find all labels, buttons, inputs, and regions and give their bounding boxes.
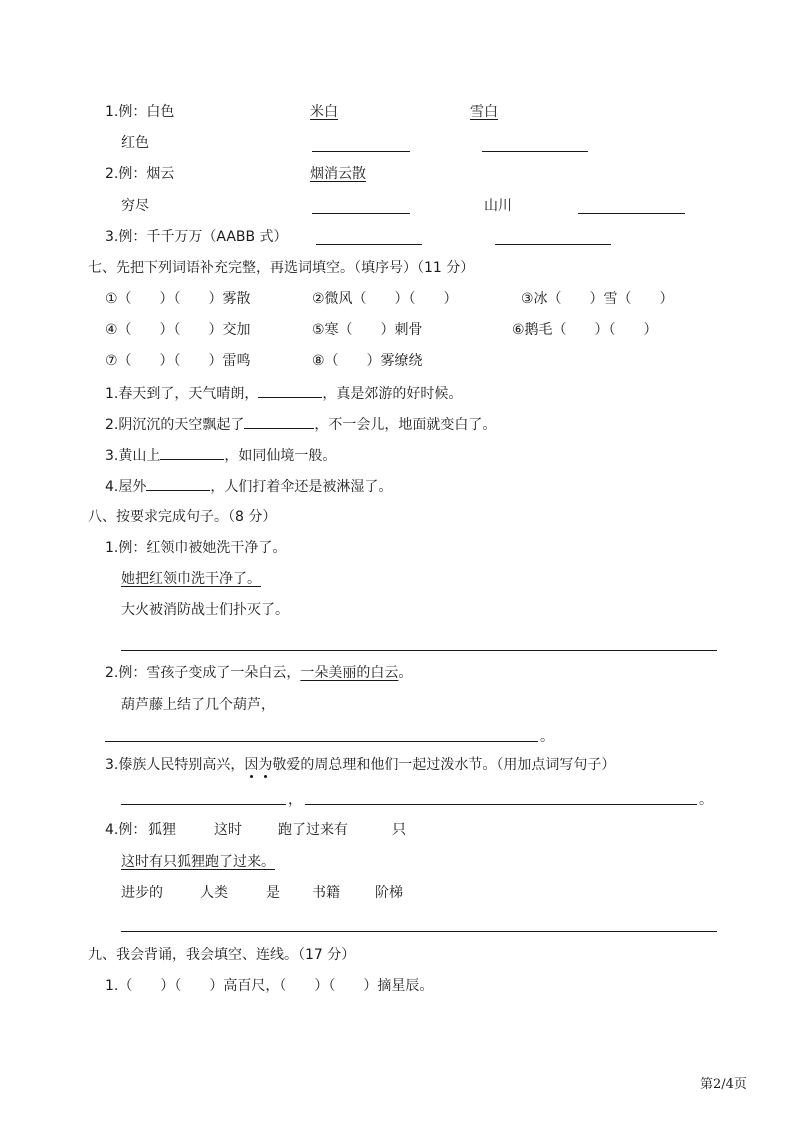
q6-2-blank-2[interactable] — [578, 213, 685, 214]
q8-4-task-word-4: 书籍 — [312, 885, 340, 901]
fill-sentence-3: 3.黄山上 ，如同仙境一般。 — [105, 445, 336, 465]
fill-blank-1[interactable] — [258, 383, 322, 398]
fill-blank-4[interactable] — [146, 476, 210, 491]
q8-1-task: 大火被消防战士们扑灭了。 — [121, 602, 289, 618]
q6-3-label: 3.例：千千万万（AABB 式） — [105, 229, 288, 245]
q8-4-word-3: 跑了过来有 — [278, 822, 348, 838]
q8-3-period: 。 — [699, 792, 713, 808]
idiom-5: ⑤寒（ ）刺骨 — [312, 322, 423, 338]
q8-3-prompt: 3.傣族人民特别高兴，因为敬爱的周总理和他们一起过泼水节。（用加点词写句子） — [105, 757, 616, 773]
q8-2-answer-line[interactable] — [105, 741, 538, 742]
q8-4-label: 4.例： — [105, 822, 147, 838]
fill-sentence-2: 2.阴沉沉的天空飘起了 ，不一会儿，地面就变白了。 — [105, 414, 496, 434]
q6-1-blank-2[interactable] — [482, 151, 588, 152]
q8-4-task-word-5: 阶梯 — [375, 885, 403, 901]
dotted-char-yin: 因 — [244, 757, 259, 773]
q8-4-task-word-2: 人类 — [200, 885, 228, 901]
q6-2-word-1: 穷尽 — [121, 198, 149, 214]
q8-3-comma: ， — [288, 792, 302, 808]
q6-3-blank-2[interactable] — [495, 244, 611, 245]
dotted-char-wei: 为 — [258, 757, 273, 773]
idiom-6: ⑥鹅毛（ ）（ ） — [512, 322, 658, 338]
idiom-4: ④（ ）（ ）交加 — [105, 322, 251, 338]
idiom-1: ①（ ）（ ）雾散 — [105, 291, 251, 307]
idiom-7: ⑦（ ）（ ）雷鸣 — [105, 353, 251, 369]
q8-2-example: 2.例：雪孩子变成了一朵白云，一朵美丽的白云。 — [105, 665, 413, 681]
q8-2-period: 。 — [540, 729, 554, 745]
q8-4-word-4: 只 — [392, 822, 406, 838]
q8-4-answer-line[interactable] — [121, 931, 717, 932]
q8-4-task-word-1: 进步的 — [121, 885, 163, 901]
q9-1-poem-line: 1.（ ）（ ）高百尺，（ ）（ ）摘星辰。 — [105, 978, 434, 994]
page-number: 第2/4页 — [700, 1077, 747, 1092]
section-7-title: 七、先把下列词语补充完整，再选词填空。（填序号）（11 分） — [88, 260, 475, 276]
fill-blank-2[interactable] — [244, 414, 314, 429]
idiom-3: ③冰（ ）雪（ ） — [521, 291, 674, 307]
q6-1-blank-1[interactable] — [312, 151, 410, 152]
q6-2-word-2: 山川 — [484, 198, 512, 214]
fill-sentence-4: 4.屋外 ，人们打着伞还是被淋湿了。 — [105, 476, 392, 496]
q6-1-example-1: 米白 — [310, 104, 338, 120]
q8-2-task: 葫芦藤上结了几个葫芦， — [121, 697, 275, 713]
q6-2-blank-1[interactable] — [312, 213, 410, 214]
q6-3-blank-1[interactable] — [316, 244, 422, 245]
q8-1-example-answer: 她把红领巾洗干净了。 — [121, 571, 261, 587]
q8-3-answer-line-2[interactable] — [305, 804, 697, 805]
q6-2-example: 烟消云散 — [310, 166, 366, 182]
fill-blank-3[interactable] — [160, 445, 224, 460]
fill-sentence-1: 1.春天到了，天气晴朗， ，真是郊游的好时候。 — [105, 383, 462, 403]
q8-4-word-2: 这时 — [214, 822, 242, 838]
q8-4-example-answer: 这时有只狐狸跑了过来。 — [121, 854, 275, 870]
q8-4-word-1: 狐狸 — [148, 822, 176, 838]
q8-1-answer-line[interactable] — [121, 650, 717, 651]
section-8-title: 八、按要求完成句子。（8 分） — [88, 509, 277, 525]
q8-4-task-word-3: 是 — [266, 885, 280, 901]
idiom-2: ②微风（ ）（ ） — [312, 291, 458, 307]
q8-1-example: 1.例：红领巾被她洗干净了。 — [105, 540, 287, 556]
q6-1-label: 1.例：白色 — [105, 104, 175, 120]
q8-3-answer-line-1[interactable] — [121, 804, 286, 805]
section-9-title: 九、我会背诵，我会填空、连线。（17 分） — [88, 947, 356, 963]
q6-1-word: 红色 — [121, 135, 149, 151]
q6-1-example-2: 雪白 — [470, 104, 498, 120]
q6-2-label: 2.例：烟云 — [105, 166, 175, 182]
idiom-8: ⑧（ ）雾缭绕 — [312, 353, 423, 369]
